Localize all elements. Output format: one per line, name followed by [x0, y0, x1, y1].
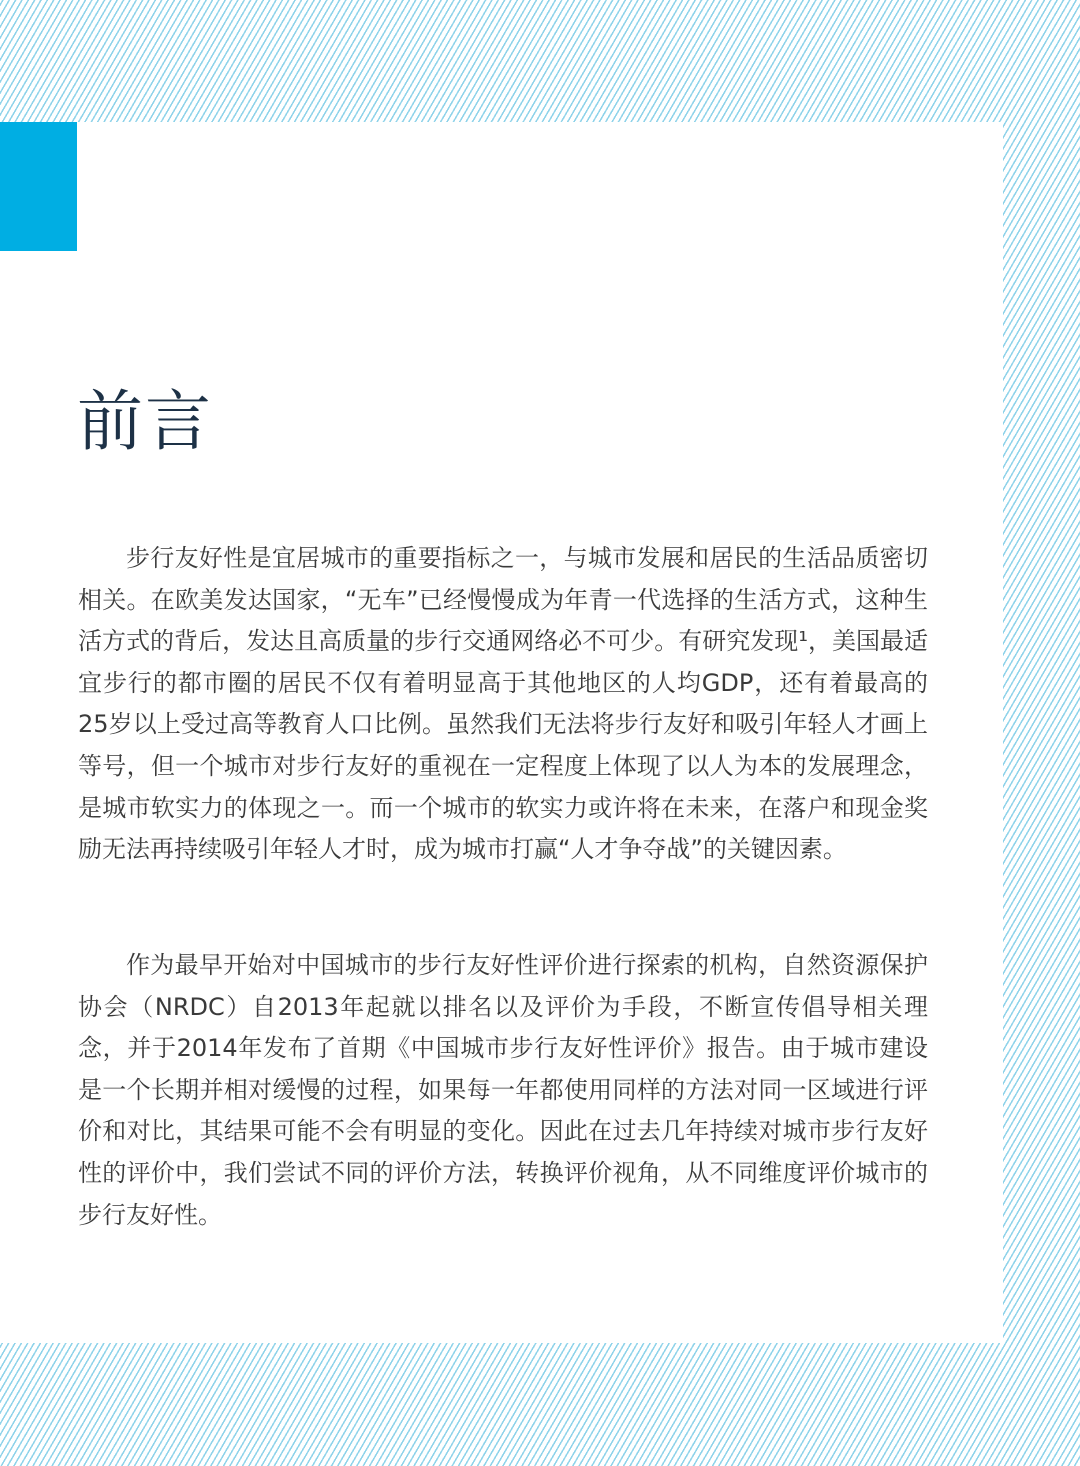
page-title: 前言: [77, 383, 213, 460]
body-paragraph-1: 步行友好性是宜居城市的重要指标之一，与城市发展和居民的生活品质密切相关。在欧美发达国家，“无车”已经慢慢成为年青一代选择的生活方式，这种生活方式的背后，发达且高质量的步行交通网络必不可少。有研究发现¹，美国最适宜步行的都市圈的居民不仅有着明显高于其他地区的人均GDP，还有着最高的25岁以上受过高等教育人口比例。虽然我们无法将步行友好和吸引年轻人才画上等号，但一个城市对步行友好的重视在一定程度上体现了以人为本的发展理念，是城市软实力的体现之一。而一个城市的软实力或许将在未来，在落户和现金奖励无法再持续吸引年轻人才时，成为城市打赢“人才争夺战”的关键因素。: [78, 544, 928, 864]
body-paragraph-2: 作为最早开始对中国城市的步行友好性评价进行探索的机构，自然资源保护协会（NRDC）自2013年起就以排名以及评价为手段，不断宣传倡导相关理念，并于2014年发布了首期《中国城市步行友好性评价》报告。由于城市建设是一个长期并相对缓慢的过程，如果每一年都使用同样的方法对同一区域进行评价和对比，其结果可能不会有明显的变化。因此在过去几年持续对城市步行友好性的评价中，我们尝试不同的评价方法，转换评价视角，从不同维度评价城市的步行友好性。: [78, 951, 928, 1229]
accent-block: [0, 122, 77, 251]
